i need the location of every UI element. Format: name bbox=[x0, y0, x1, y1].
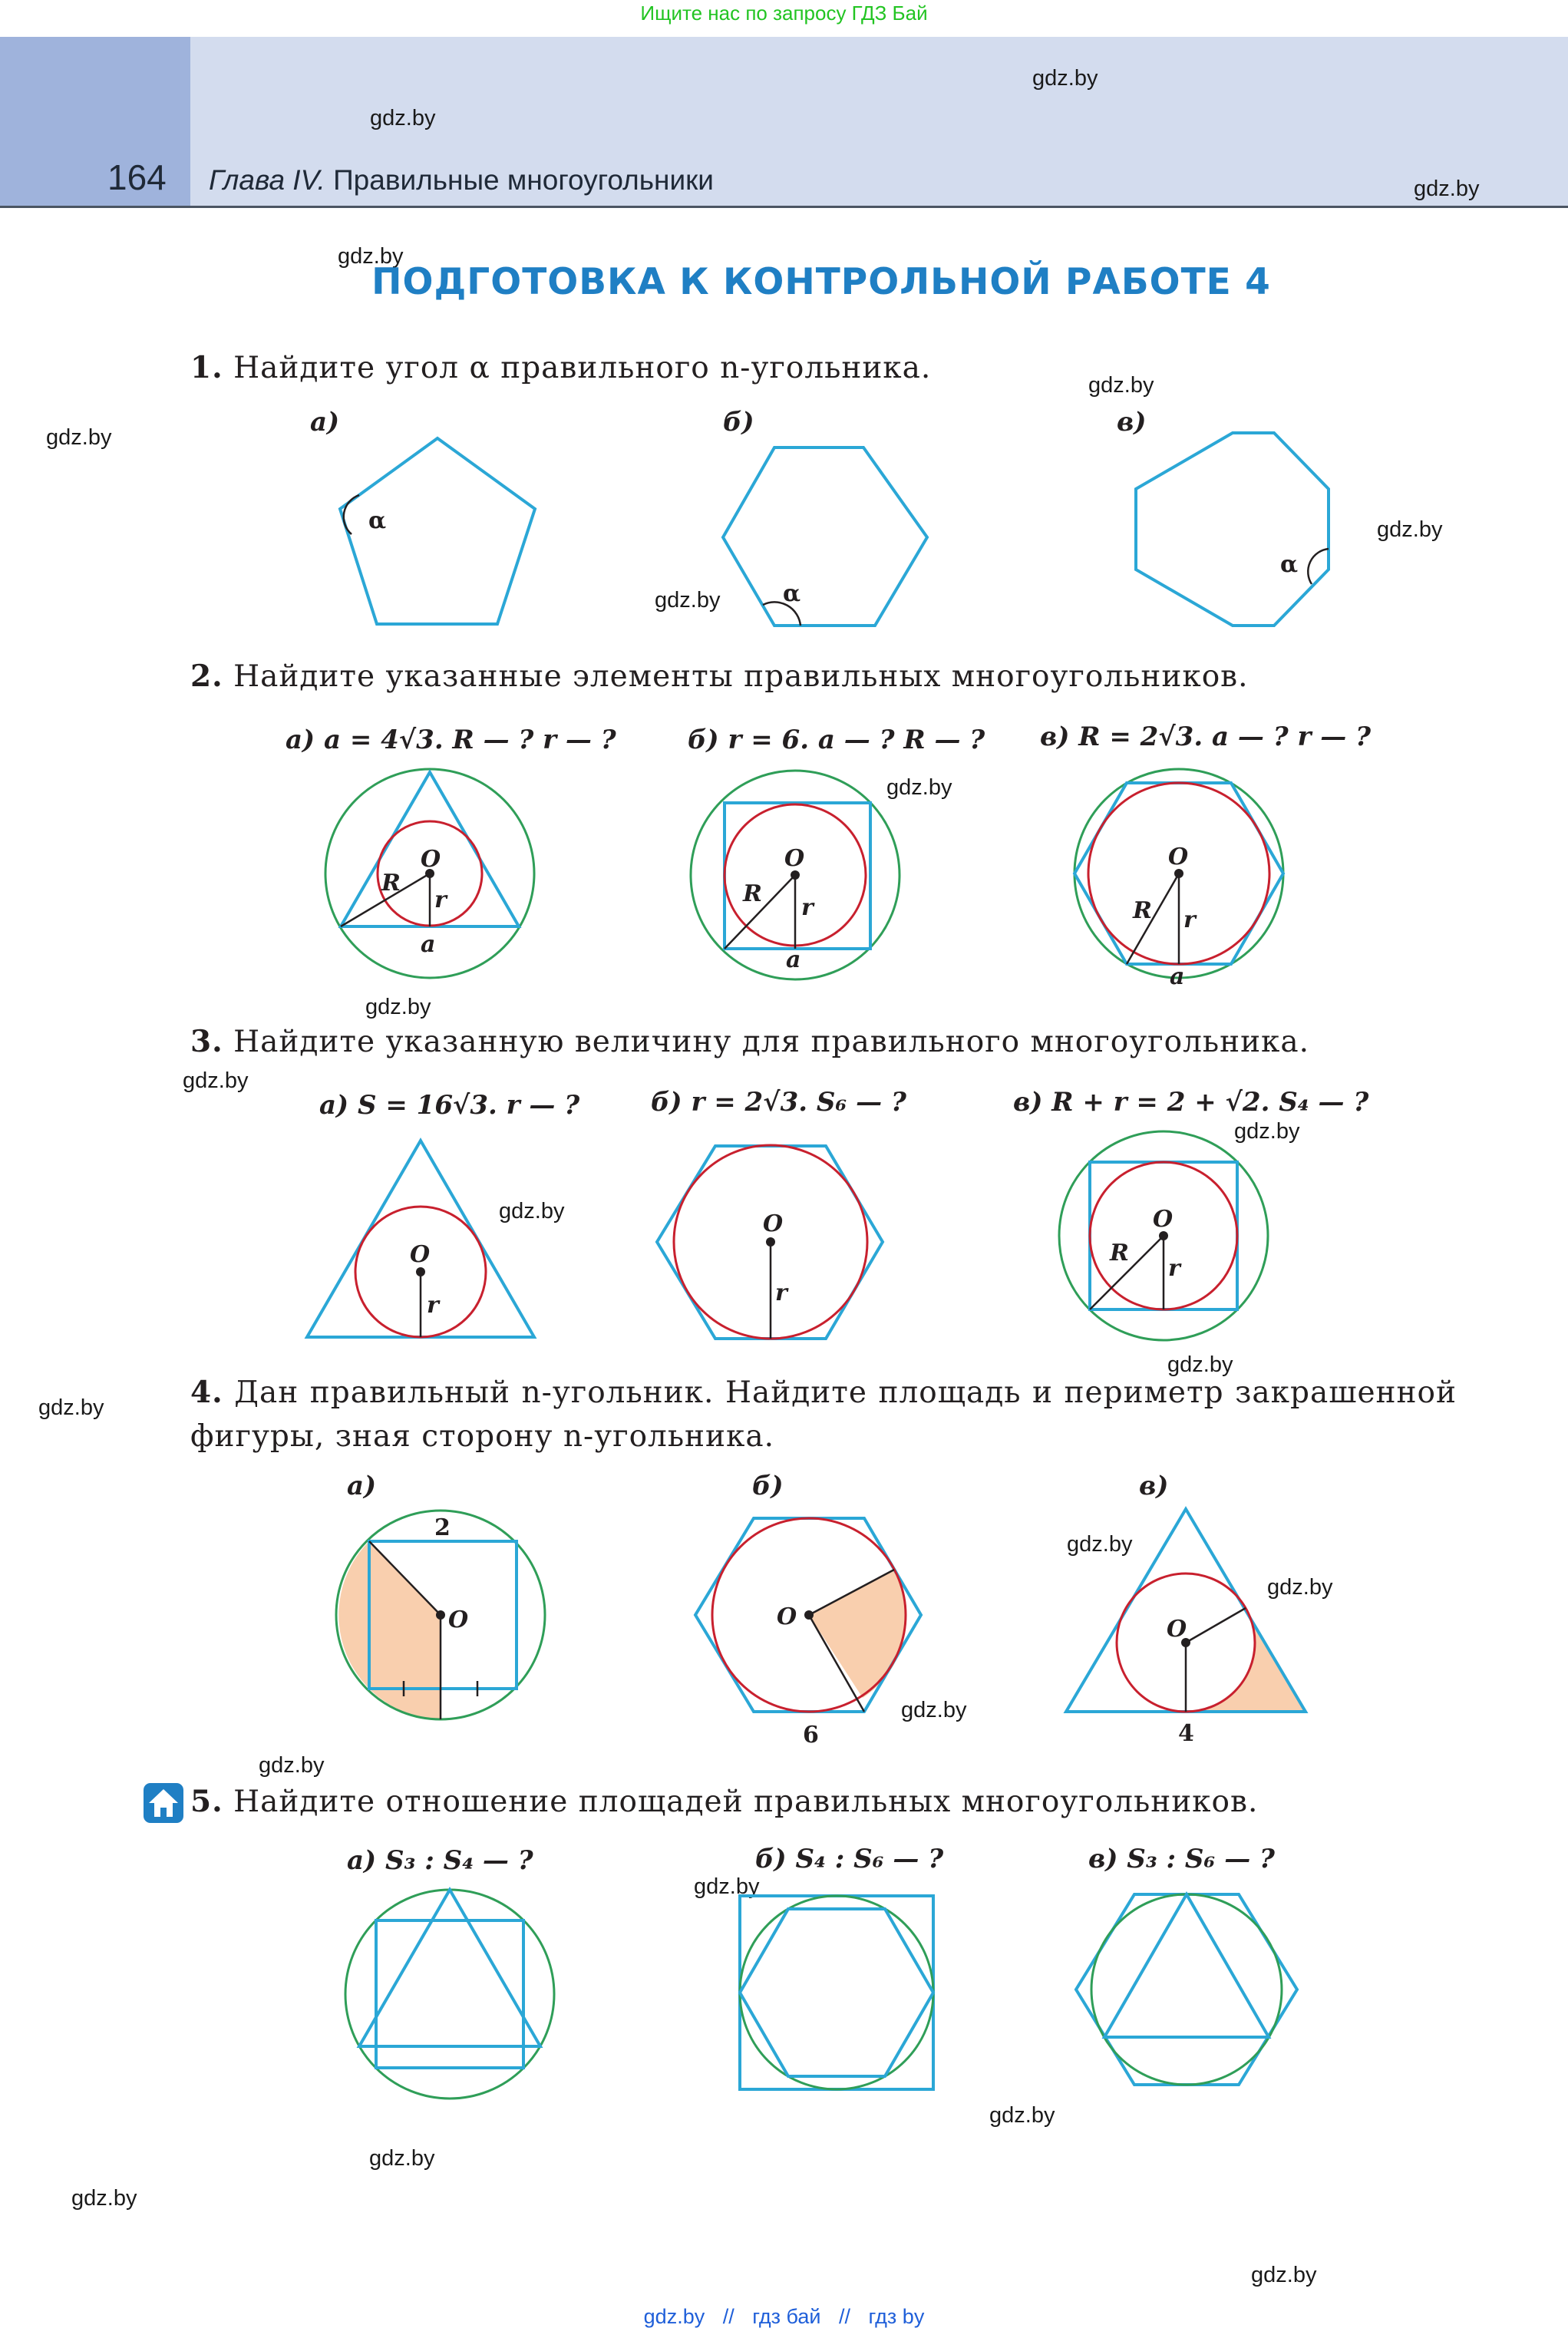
side-label: 2 bbox=[434, 1514, 451, 1541]
condition-text: R = 2√3. a — ? r — ? bbox=[1078, 722, 1371, 752]
watermark: gdz.by bbox=[338, 244, 404, 269]
watermark: gdz.by bbox=[1067, 1532, 1133, 1557]
task-text: Найдите указанную величину для правильного многоугольника. bbox=[233, 1025, 1310, 1059]
subtask-label: а) bbox=[310, 407, 340, 438]
side-label: 6 bbox=[803, 1722, 819, 1749]
subtask-label: б) bbox=[723, 407, 754, 438]
watermark: gdz.by bbox=[365, 995, 431, 1019]
alpha-label: α bbox=[783, 580, 801, 607]
r-label: r bbox=[775, 1280, 787, 1306]
section-title: ПОДГОТОВКА К КОНТРОЛЬНОЙ РАБОТЕ 4 bbox=[371, 261, 1271, 303]
condition-text: S = 16√3. r — ? bbox=[357, 1090, 580, 1121]
watermark: gdz.by bbox=[886, 775, 952, 800]
condition-text: r = 6. a — ? R — ? bbox=[728, 725, 985, 755]
watermark: gdz.by bbox=[989, 2103, 1055, 2128]
circle bbox=[740, 1896, 933, 2089]
task-text: Дан правильный n-угольник. Найдите площадь и периметр закрашенной фигуры, зная сторону n-угольника. bbox=[190, 1375, 1457, 1454]
watermark: gdz.by bbox=[38, 1395, 104, 1420]
footer-link-mid[interactable]: гдз бай bbox=[752, 2305, 821, 2328]
subtask-label: в) bbox=[1139, 1471, 1169, 1501]
condition-text: a = 4√3. R — ? r — ? bbox=[323, 725, 616, 755]
watermark: gdz.by bbox=[1267, 1575, 1333, 1600]
watermark: gdz.by bbox=[370, 106, 436, 130]
subtask-label: а) bbox=[319, 1090, 349, 1121]
watermark: gdz.by bbox=[259, 1753, 325, 1778]
subtask-label: а) bbox=[286, 725, 315, 755]
subtask-label: в) bbox=[1040, 722, 1070, 752]
r-label: r bbox=[801, 894, 814, 921]
R-label: R bbox=[381, 870, 401, 897]
center-label: O bbox=[1168, 844, 1189, 870]
footer-sep: // bbox=[839, 2305, 851, 2328]
watermark: gdz.by bbox=[369, 2146, 435, 2171]
condition-text: S₃ : S₆ — ? bbox=[1127, 1844, 1275, 1874]
r-label: r bbox=[1168, 1255, 1180, 1282]
task-number: 1. bbox=[190, 350, 223, 385]
footer-sep: // bbox=[722, 2305, 734, 2328]
task-text: Найдите отношение площадей правильных многоугольников. bbox=[233, 1785, 1259, 1819]
triangle bbox=[359, 1890, 540, 2046]
task-text: Найдите угол α правильного n-угольника. bbox=[233, 351, 932, 385]
a-label: a bbox=[786, 946, 801, 973]
center-label: O bbox=[784, 845, 805, 872]
task-number: 4. bbox=[190, 1375, 223, 1410]
R-label: R bbox=[1110, 1240, 1129, 1266]
subtask-label: б) bbox=[651, 1087, 682, 1118]
subtask-label: а) bbox=[347, 1471, 377, 1501]
footer-link-left[interactable]: gdz.by bbox=[643, 2305, 705, 2328]
watermark: gdz.by bbox=[1167, 1352, 1233, 1377]
task-number: 2. bbox=[190, 659, 223, 694]
center-label: O bbox=[421, 846, 441, 873]
watermark: gdz.by bbox=[1414, 177, 1480, 201]
task-number: 3. bbox=[190, 1024, 223, 1059]
page-number: 164 bbox=[107, 157, 167, 197]
watermark: gdz.by bbox=[46, 425, 112, 450]
top-banner: Ищите нас по запросу ГДЗ Бай bbox=[640, 2, 928, 25]
chapter-label: Глава IV. bbox=[209, 164, 325, 196]
center-label: O bbox=[448, 1607, 469, 1633]
subtask-label: б) bbox=[752, 1471, 784, 1501]
task-text: Найдите указанные элементы правильных многоугольников. bbox=[233, 659, 1249, 694]
watermark: gdz.by bbox=[71, 2186, 137, 2211]
center-label: O bbox=[1153, 1206, 1174, 1233]
watermark: gdz.by bbox=[655, 588, 721, 613]
alpha-label: α bbox=[1280, 551, 1299, 578]
condition-text: r = 2√3. S₆ — ? bbox=[691, 1087, 906, 1118]
watermark: gdz.by bbox=[183, 1068, 249, 1093]
triangle bbox=[1104, 1894, 1269, 2037]
center-label: O bbox=[1167, 1616, 1187, 1643]
R-label: R bbox=[743, 880, 762, 907]
watermark: gdz.by bbox=[1251, 2263, 1317, 2287]
a-label: a bbox=[421, 931, 436, 958]
watermark: gdz.by bbox=[1234, 1119, 1300, 1144]
R-label: R bbox=[1133, 897, 1152, 924]
hexagon bbox=[740, 1909, 933, 2076]
condition-text: S₄ : S₆ — ? bbox=[795, 1844, 944, 1874]
subtask-label: в) bbox=[1088, 1844, 1118, 1874]
task-number: 5. bbox=[190, 1784, 223, 1819]
a-label: a bbox=[1170, 963, 1185, 990]
center-label: O bbox=[763, 1210, 784, 1237]
subtask-label: б) bbox=[688, 725, 719, 755]
watermark: gdz.by bbox=[1377, 517, 1443, 542]
circle bbox=[1091, 1894, 1282, 2085]
watermark: gdz.by bbox=[499, 1199, 565, 1223]
r-label: r bbox=[1183, 906, 1196, 933]
subtask-label: а) bbox=[347, 1845, 377, 1876]
r-label: r bbox=[434, 887, 447, 913]
side-label: 4 bbox=[1178, 1720, 1194, 1747]
hexagon bbox=[1076, 1894, 1297, 2085]
footer bbox=[0, 2305, 1568, 2329]
center-label: O bbox=[410, 1241, 431, 1268]
watermark: gdz.by bbox=[901, 1698, 967, 1722]
r-label: r bbox=[427, 1292, 439, 1319]
subtask-label: в) bbox=[1117, 407, 1147, 438]
chapter-title: Правильные многоугольники bbox=[333, 164, 714, 196]
subtask-label: б) bbox=[755, 1844, 787, 1874]
watermark: gdz.by bbox=[694, 1874, 760, 1899]
footer-link-right[interactable]: гдз by bbox=[868, 2305, 925, 2328]
center-label: O bbox=[777, 1603, 797, 1630]
watermark: gdz.by bbox=[1032, 66, 1098, 91]
alpha-label: α bbox=[368, 507, 387, 534]
condition-text: S₃ : S₄ — ? bbox=[385, 1845, 533, 1876]
watermark: gdz.by bbox=[1088, 373, 1154, 398]
subtask-label: в) bbox=[1013, 1087, 1043, 1118]
condition-text: R + r = 2 + √2. S₄ — ? bbox=[1051, 1087, 1369, 1118]
